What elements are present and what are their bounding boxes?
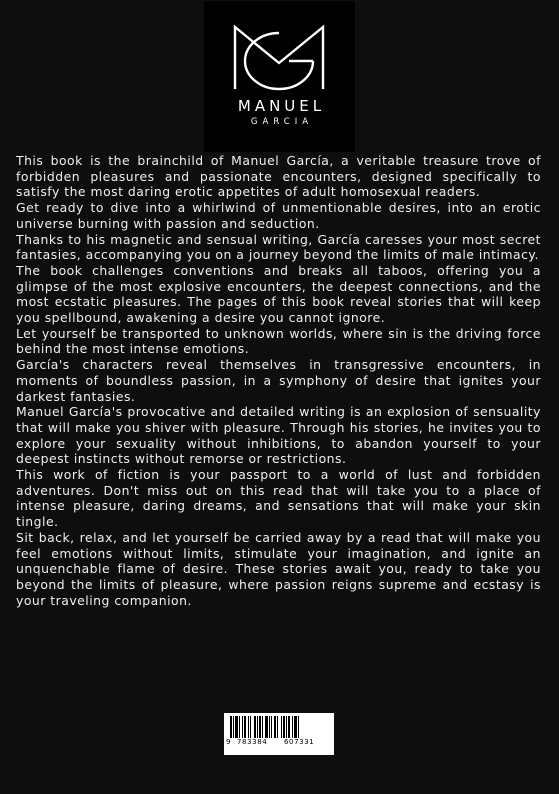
- barcode-right-digits: 607331: [284, 738, 315, 746]
- barcode-lead-digit: 9: [226, 738, 231, 746]
- paragraph: Let yourself be transported to unknown worlds, where sin is the driving force behind the most intense emotions.: [16, 325, 541, 357]
- logo-name: MANUEL: [237, 97, 326, 115]
- paragraph: García's characters reveal themselves in transgressive encounters, in moments of boundless passion, in a symphony of desire that ignites your darkest fantasies.: [16, 357, 541, 404]
- paragraph: Sit back, relax, and let yourself be carried away by a read that will make you feel emotions without limits, stimulate your imagination, and ignite an unquenchable flame of desire. These stories await you, ready to take you beyond the limits of pleasure, where passion reigns supreme and ecstasy is your traveling companion.: [16, 529, 541, 608]
- isbn-barcode: [224, 713, 334, 755]
- paragraph: This work of fiction is your passport to a world of lust and forbidden adventures. Don't miss out on this read that will take you to a place of intense pleasure, daring dreams, and sensations that will make your skin tingle.: [16, 467, 541, 530]
- back-cover-description: [16, 153, 541, 608]
- paragraph: Thanks to his magnetic and sensual writing, García caresses your most secret fantasies, accompanying you on a journey beyond the limits of male intimacy.: [16, 231, 541, 263]
- logo-surname: GARCIA: [250, 117, 314, 127]
- paragraph: Manuel García's provocative and detailed writing is an explosion of sensuality that will make you shiver with pleasure. Through his stories, he invites you to explore your sexuality without inhibitions, to abandon yourself to your deepest instincts without remorse or restrictions.: [16, 404, 541, 467]
- barcode-icon: [230, 716, 328, 738]
- barcode-left-digits: 783384: [237, 738, 268, 746]
- mg-monogram-icon: [233, 23, 326, 91]
- paragraph: Get ready to dive into a whirlwind of unmentionable desires, into an erotic universe burning with passion and seduction.: [16, 200, 541, 231]
- author-logo: [204, 1, 355, 152]
- paragraph: The book challenges conventions and breaks all taboos, offering you a glimpse of the most explosive encounters, the deepest connections, and the most ecstatic pleasures. The pages of this book reveal stories that will keep you spellbound, awakening a desire you cannot ignore.: [16, 262, 541, 326]
- paragraph: This book is the brainchild of Manuel García, a veritable treasure trove of forbidden pleasures and passionate encounters, designed specifically to satisfy the most daring erotic appetites of adult homosexual readers.: [16, 153, 541, 200]
